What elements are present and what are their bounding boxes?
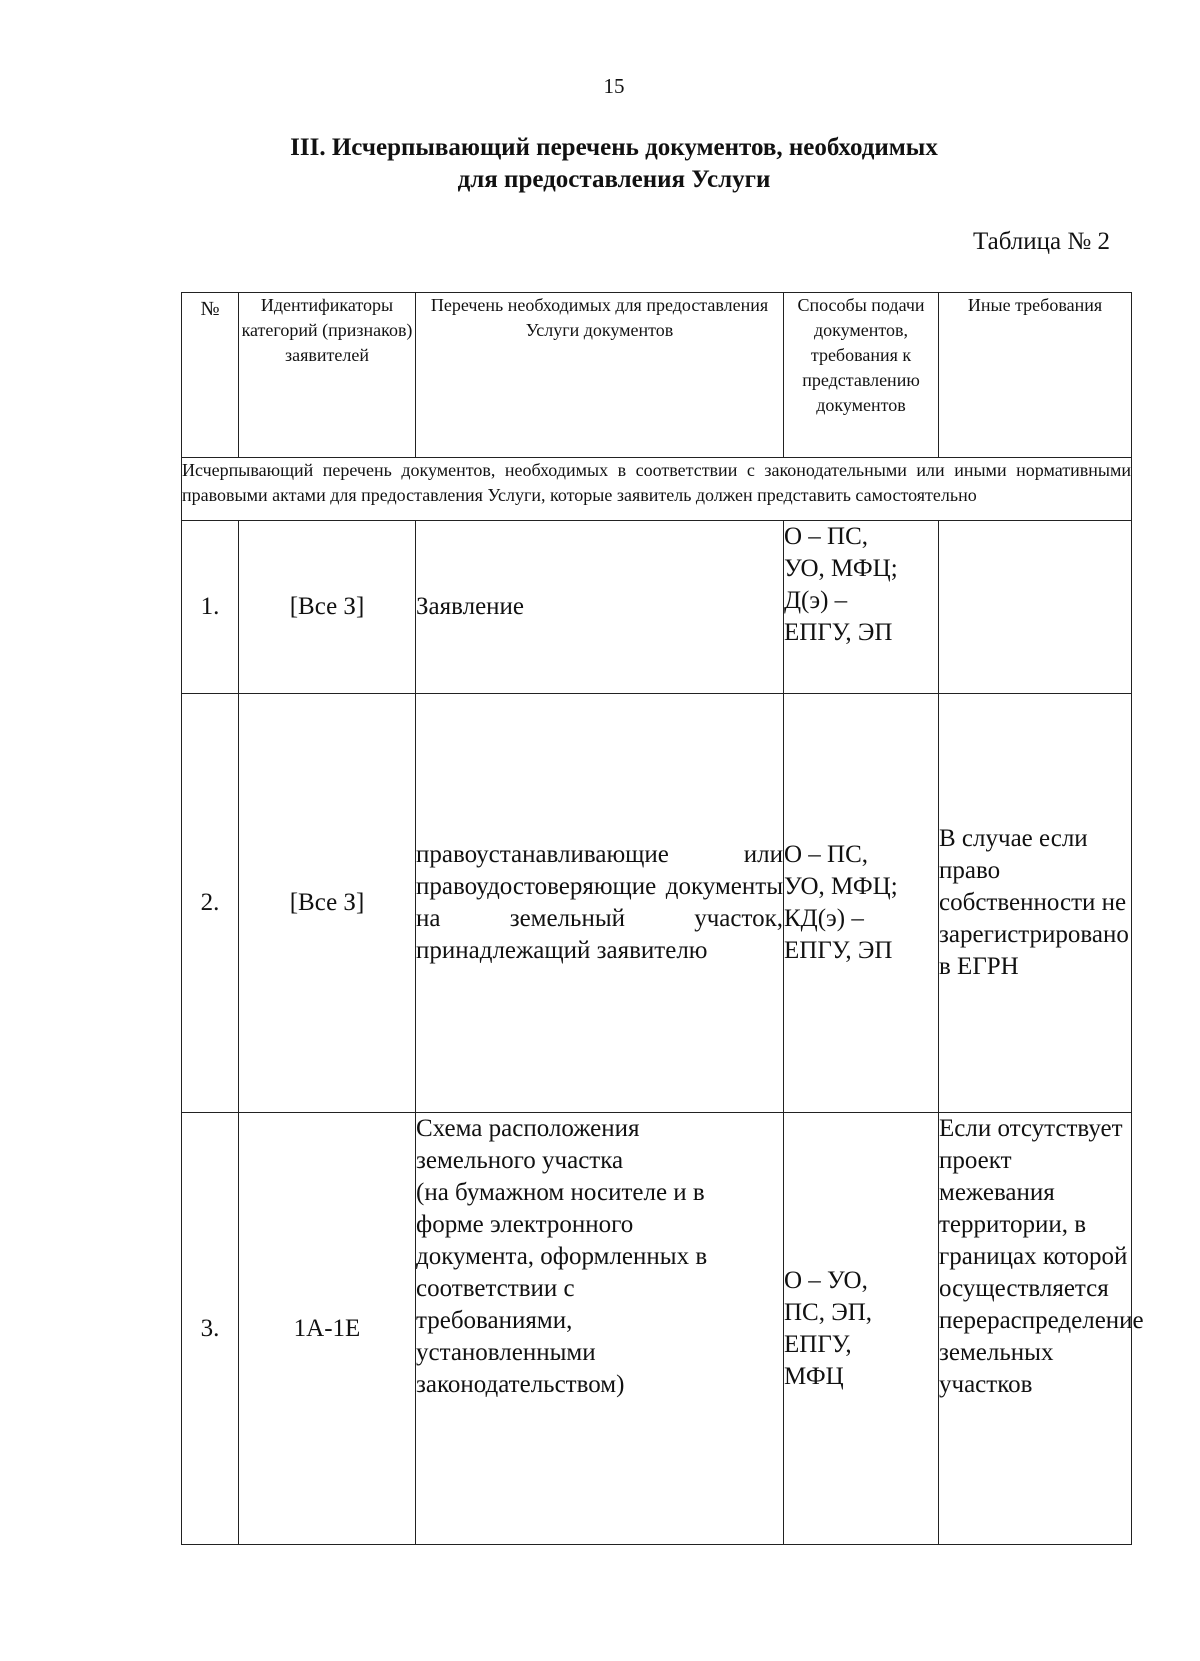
row-documents: Заявление: [416, 521, 784, 694]
table-header-row: [182, 293, 1132, 458]
row-categories: [Все З]: [239, 694, 416, 1113]
section-title: [0, 132, 1200, 196]
section-title-line-1: III. Исчерпывающий перечень документов, необходимых: [290, 134, 938, 161]
documents-table: [181, 292, 1144, 1545]
header-methods: Способы подачи документов, требования к представлению документов: [784, 293, 939, 458]
header-categories: Идентификаторы категорий (признаков) заявителей: [239, 293, 416, 458]
row-categories: [Все З]: [239, 521, 416, 694]
row-other: [939, 521, 1132, 694]
row-documents: правоустанавливающие или правоудостоверяющие документы на земельный участок, принадлежащий заявителю: [416, 694, 784, 1113]
row-other: В случае если право собственности не зарегистрировано в ЕГРН: [939, 694, 1132, 1113]
row-num: 3.: [182, 1113, 239, 1545]
table-caption: Таблица № 2: [972, 228, 1110, 255]
row-other: Если отсутствует проект межевания территории, в границах которой осуществляется перераспределение земельных участков: [939, 1113, 1132, 1545]
header-documents: Перечень необходимых для предоставления Услуги документов: [416, 293, 784, 458]
row-methods: О – ПС, УО, МФЦ; Д(э) – ЕПГУ, ЭП: [784, 521, 939, 694]
row-categories: 1А-1Е: [239, 1113, 416, 1545]
table-row: [182, 694, 1132, 1113]
table-row: [182, 521, 1132, 694]
table-row: [182, 1113, 1132, 1545]
row-num: 1.: [182, 521, 239, 694]
row-methods: О – ПС, УО, МФЦ; КД(э) – ЕПГУ, ЭП: [784, 694, 939, 1113]
header-other: Иные требования: [939, 293, 1132, 458]
row-methods: О – УО, ПС, ЭП, ЕПГУ, МФЦ: [784, 1113, 939, 1545]
page-number: 15: [603, 74, 625, 98]
section-title-line-2: для предоставления Услуги: [457, 166, 771, 193]
row-documents: Схема расположения земельного участка (на бумажном носителе и в форме электронного документа, оформленных в соответствии с требованиями, установленными законодательством): [416, 1113, 784, 1545]
row-num: 2.: [182, 694, 239, 1113]
table-section-row: [182, 458, 1132, 521]
section-row-text: Исчерпывающий перечень документов, необходимых в соответствии с законодательными или иными нормативными правовыми актами для предоставления Услуги, которые заявитель должен представить самостоятельно: [182, 458, 1132, 521]
header-num: №: [182, 293, 239, 458]
